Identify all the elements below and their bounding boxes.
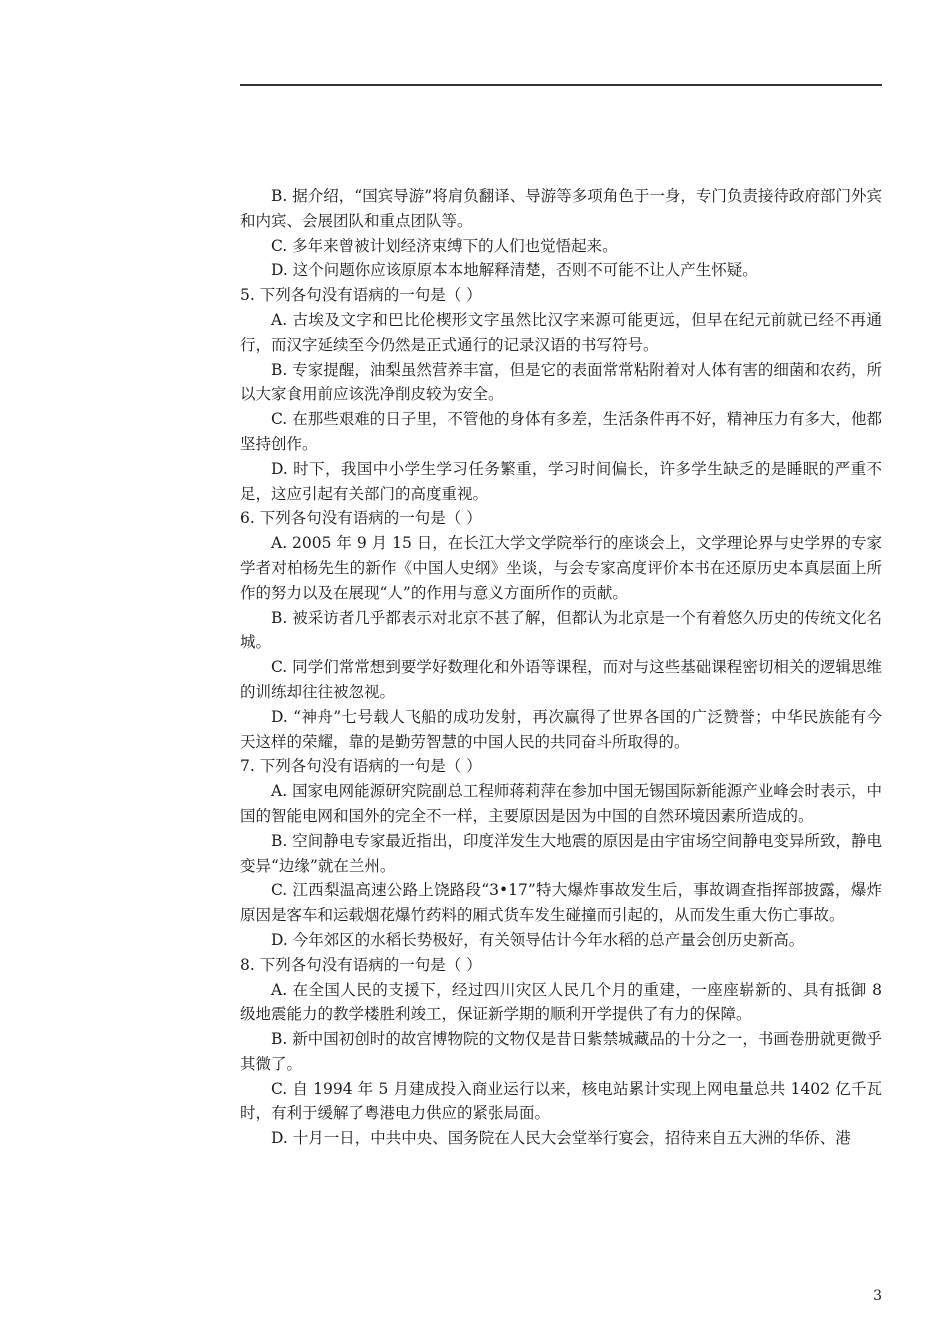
- answer-option: B. 空间静电专家最近指出，印度洋发生大地震的原因是由宇宙场空间静电变异所致，静电变异“边缘”就在兰州。: [240, 831, 882, 875]
- answer-option: A. 古埃及文字和巴比伦楔形文字虽然比汉字来源可能更远，但早在纪元前就已经不再通行，而汉字延续至今仍然是正式通行的记录汉语的书写符号。: [240, 310, 882, 354]
- document-body: [240, 184, 882, 1151]
- answer-option: C. 江西梨温高速公路上饶路段“3•17”特大爆炸事故发生后，事故调查指挥部披露，爆炸原因是客车和运载烟花爆竹药料的厢式货车发生碰撞而引起的，从而发生重大伤亡事故。: [240, 881, 882, 925]
- answer-option: C. 同学们常常想到要学好数理化和外语等课程，而对与这些基础课程密切相关的逻辑思维的训练却往往被忽视。: [240, 658, 882, 701]
- question-stem: 6. 下列各句没有语病的一句是（ ）: [240, 509, 482, 528]
- question-stem: 8. 下列各句没有语病的一句是（ ）: [240, 955, 482, 974]
- answer-option: D. “神舟”七号载人飞船的成功发射，再次赢得了世界各国的广泛赞誉；中华民族能有今天这样的荣耀，靠的是勤劳智慧的中国人民的共同奋斗所取得的。: [240, 707, 882, 751]
- question-stem: 7. 下列各句没有语病的一句是（ ）: [240, 757, 482, 776]
- answer-option: D. 这个问题你应该原原本本地解释清楚，否则不可能不让人产生怀疑。: [271, 261, 758, 280]
- answer-option: C. 在那些艰难的日子里，不管他的身体有多差，生活条件再不好，精神压力有多大，他都坚持创作。: [240, 410, 882, 453]
- header-rule: [240, 84, 882, 86]
- answer-option: C. 多年来曾被计划经济束缚下的人们也觉悟起来。: [271, 236, 618, 255]
- answer-option: B. 专家提醒，油梨虽然营养丰富，但是它的表面常常粘附着对人体有害的细菌和农药，所以大家食用前应该洗净削皮较为安全。: [240, 360, 882, 404]
- answer-option: B. 新中国初创时的故宫博物院的文物仅是昔日紫禁城藏品的十分之一，书画卷册就更微乎其微了。: [240, 1030, 882, 1073]
- answer-option: A. 国家电网能源研究院副总工程师蒋莉萍在参加中国无锡国际新能源产业峰会时表示，中国的智能电网和国外的完全不一样，主要原因是因为中国的自然环境因素所造成的。: [240, 782, 882, 825]
- answer-option: D. 今年郊区的水稻长势极好，有关领导估计今年水稻的总产量会创历史新高。: [271, 930, 805, 949]
- answer-option: C. 自 1994 年 5 月建成投入商业运行以来，核电站累计实现上网电量总共 1402 亿千瓦时，有利于缓解了粤港电力供应的紧张局面。: [240, 1079, 882, 1123]
- answer-option: A. 在全国人民的支援下，经过四川灾区人民几个月的重建，一座座崭新的、具有抵御 8 级地震能力的教学楼胜利竣工，保证新学期的顺利开学提供了有力的保障。: [240, 980, 882, 1024]
- answer-option: D. 时下，我国中小学生学习任务繁重，学习时间偏长，许多学生缺乏的是睡眠的严重不足，这应引起有关部门的高度重视。: [240, 459, 882, 503]
- answer-option: B. 被采访者几乎都表示对北京不甚了解，但都认为北京是一个有着悠久历史的传统文化名城。: [240, 608, 882, 652]
- page-number: 3: [873, 1288, 882, 1304]
- answer-option: D. 十月一日，中共中央、国务院在人民大会堂举行宴会，招待来自五大洲的华侨、港: [271, 1129, 851, 1148]
- question-stem: 5. 下列各句没有语病的一句是（ ）: [240, 286, 482, 305]
- answer-option: A. 2005 年 9 月 15 日，在长江大学文学院举行的座谈会上，文学理论界与史学界的专家学者对柏杨先生的新作《中国人史纲》坐谈，与会专家高度评价本书在还原历史本真层面上所作的努力以及在展现“人”的作用与意义方面所作的贡献。: [240, 534, 882, 602]
- answer-option: B. 据介绍，“国宾导游”将肩负翻译、导游等多项角色于一身，专门负责接待政府部门外宾和内宾、会展团队和重点团队等。: [240, 187, 882, 230]
